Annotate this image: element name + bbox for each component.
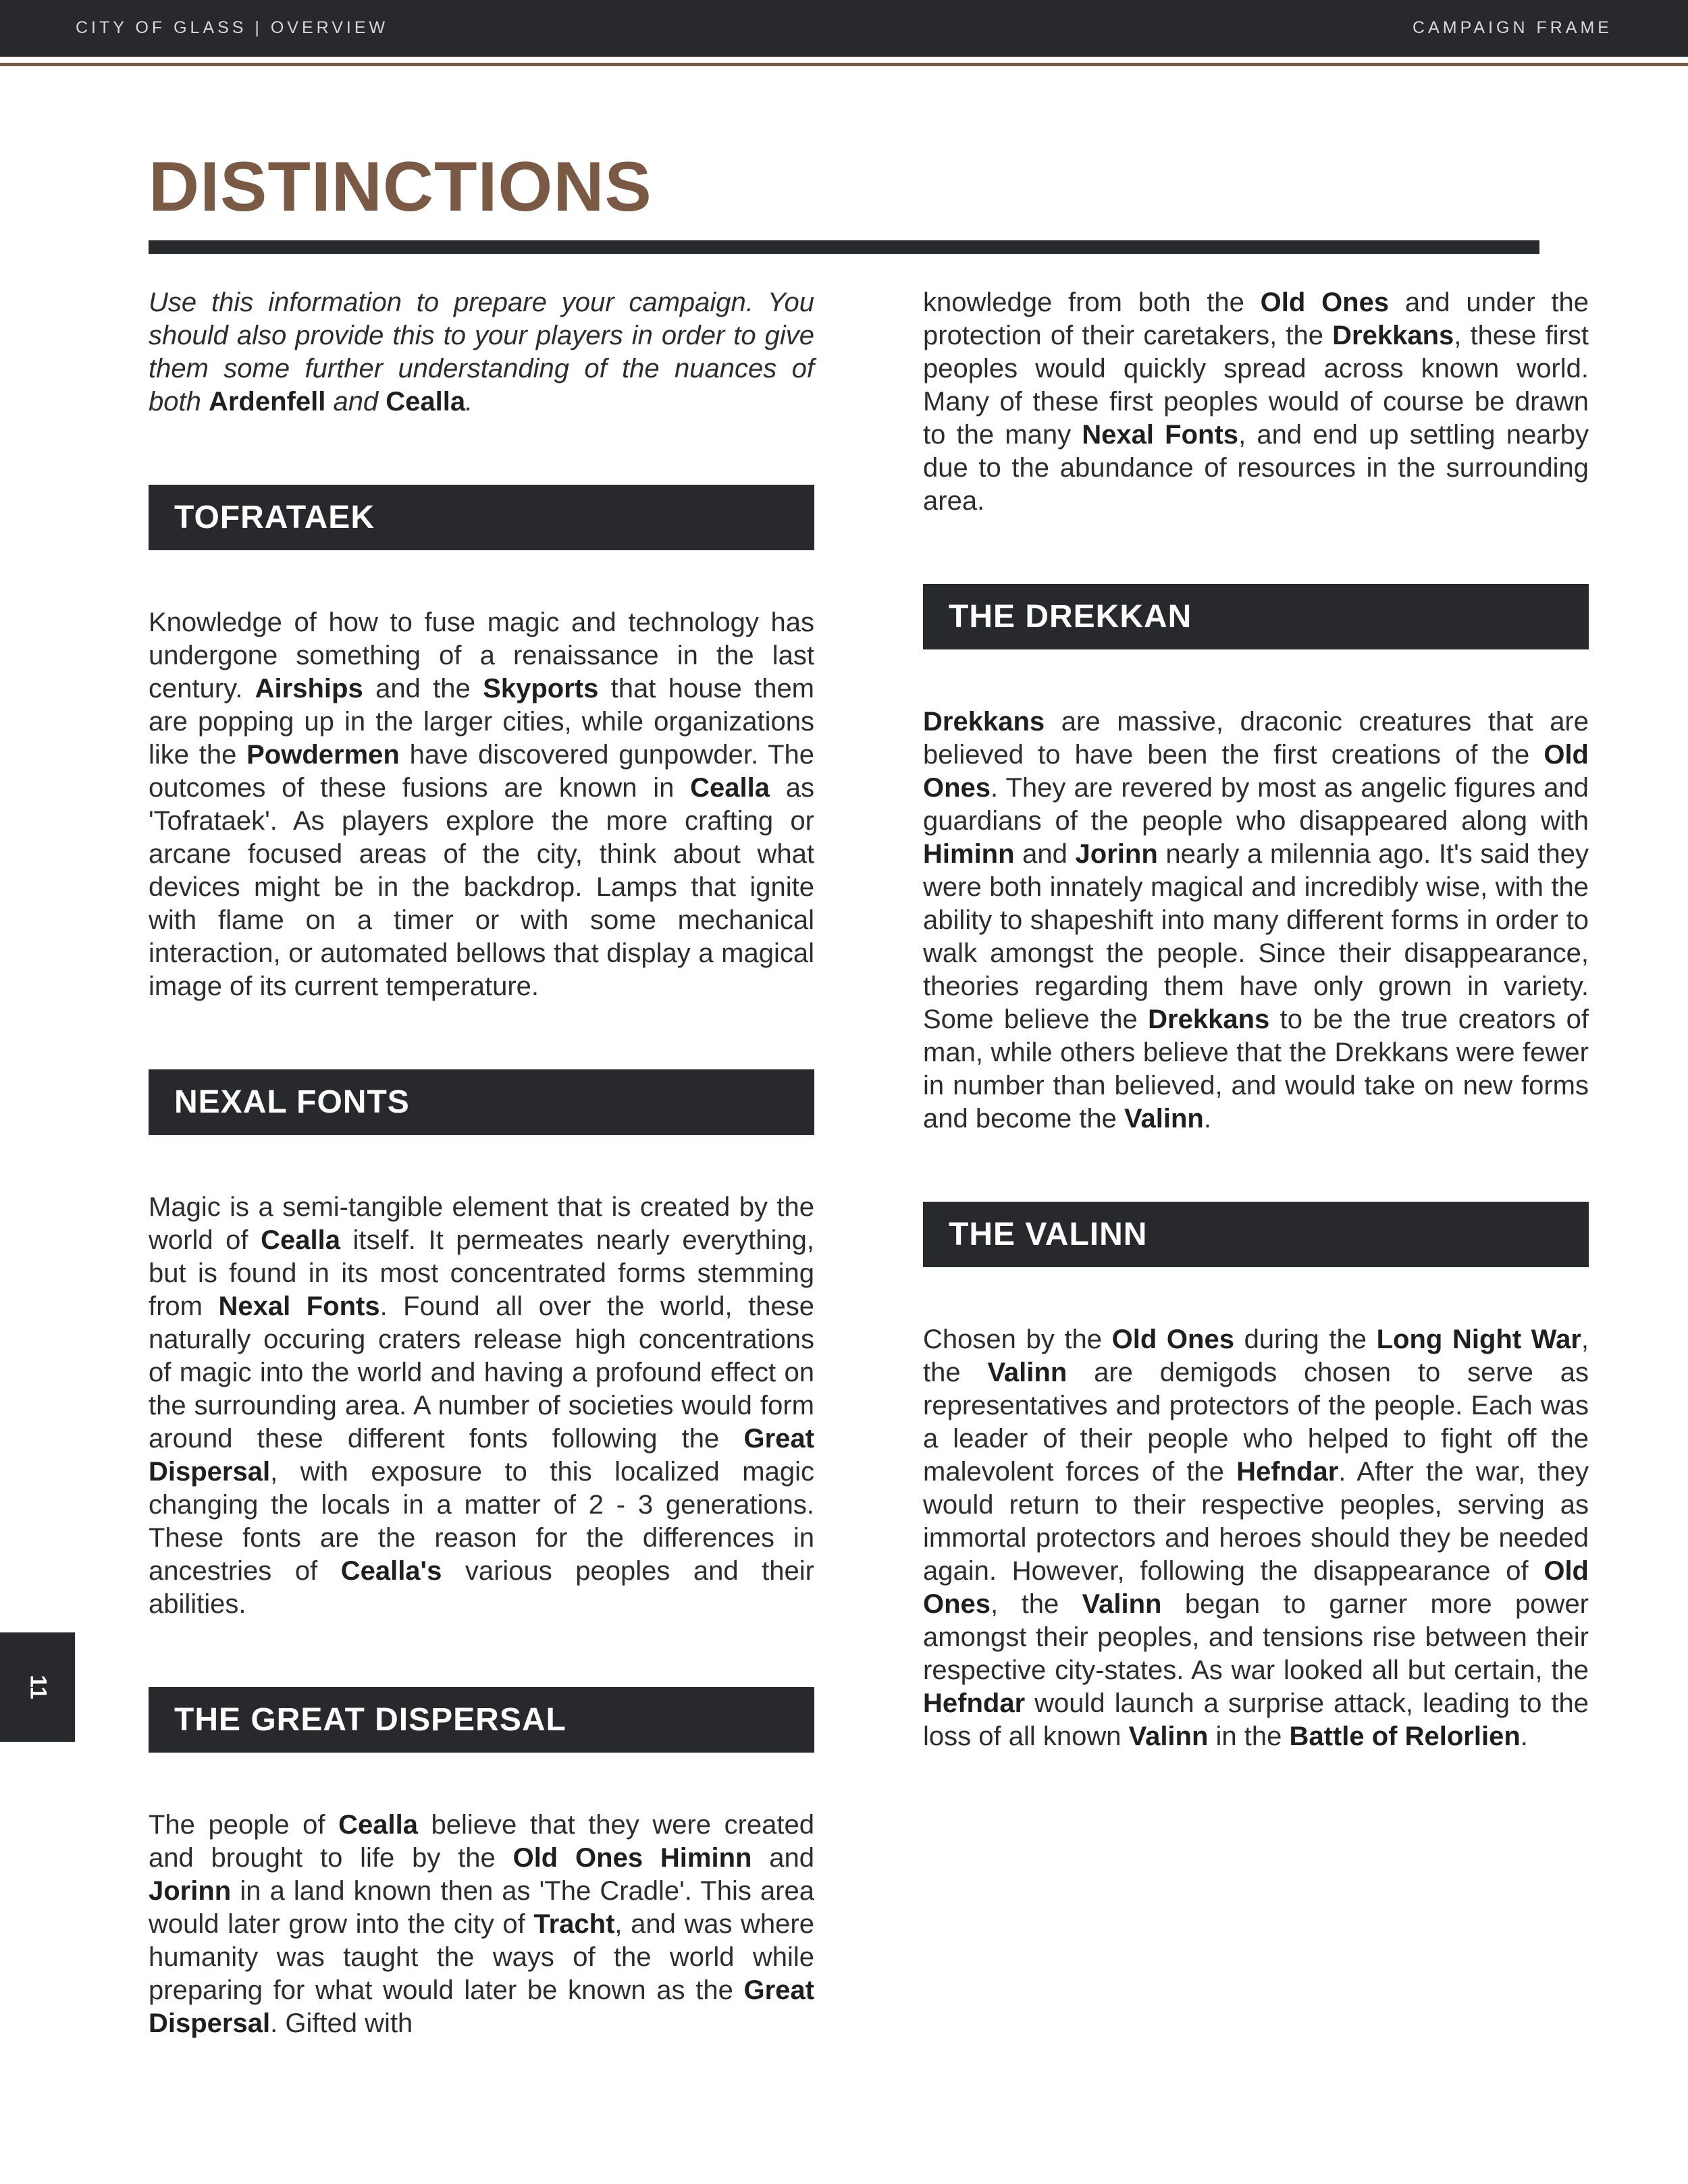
running-header-bar (0, 0, 1688, 57)
section-body-great-dispersal-continued (923, 286, 1589, 518)
bold-term: Jorinn (149, 1876, 232, 1906)
left-column (149, 286, 814, 2040)
bold-term: Old Ones Himinn (512, 1843, 752, 1873)
text-run: The people of (149, 1810, 339, 1840)
bold-term: Skyports (483, 674, 599, 703)
text-run: nearly a milennia ago. It's said they were both innately magical and incredibly wise, with the ability to shapeshift into many different forms in order to walk amongst the people. Since their disappearance, theories regarding them have only grown in variety. Some believe the (923, 839, 1589, 1034)
text-run: itself. It permeates nearly everything, but is found in its most concentrated forms stemming from (149, 1225, 814, 1321)
running-header-right: CAMPAIGN FRAME (1413, 18, 1612, 37)
bold-term: Valinn (1124, 1104, 1204, 1134)
bold-term: Drekkans (1148, 1005, 1270, 1034)
right-column (923, 286, 1589, 1753)
text-run: , with exposure to this localized magic changing the locals in a matter of 2 - 3 generations. These fonts are the reason for the differences in ancestries of (149, 1457, 814, 1586)
page-title: DISTINCTIONS (149, 148, 652, 226)
bold-term: Nexal Fonts (218, 1291, 380, 1321)
section-body-drekkan (923, 705, 1589, 1136)
text-run: are massive, draconic creatures that are believed to have been the first creations of the (923, 707, 1589, 770)
text-run: , and end up settling nearby due to the abundance of resources in the surrounding area. (923, 420, 1589, 516)
text-run: . Gifted with (270, 2008, 413, 2038)
text-run: would launch a surprise attack, leading to the loss of all known (923, 1688, 1589, 1751)
text-run: are demigods chosen to serve as representatives and protectors of the people. Each was a leader of their people who helped to fight off the malevolent forces of the (923, 1358, 1589, 1487)
text-run: to be the true creators of man, while others believe that the Drekkans were fewer in number than believed, and would take on new forms and become the (923, 1005, 1589, 1134)
bold-term: Cealla's (340, 1556, 442, 1586)
section-heading-tofrataek: TOFRATAEK (149, 485, 814, 550)
text-run: during the (1234, 1325, 1377, 1354)
header-accent-rule (0, 63, 1688, 66)
section-heading-drekkan: THE DREKKAN (923, 584, 1589, 649)
bold-term: Battle of Relorlien (1289, 1722, 1521, 1751)
text-run: in the (1208, 1722, 1290, 1751)
section-body-valinn (923, 1323, 1589, 1753)
running-header-left: CITY OF GLASS | OVERVIEW (76, 18, 389, 37)
text-run: , these first peoples would quickly spread across known world. Many of these first peoples would of course be drawn to the many (923, 321, 1589, 450)
bold-term: Nexal Fonts (1082, 420, 1239, 450)
text-run: various peoples and their abilities. (149, 1556, 814, 1619)
bold-term: Himinn (923, 839, 1015, 869)
bold-term: Cealla (338, 1810, 418, 1840)
text-run: as 'Tofrataek'. As players explore the more crafting or arcane focused areas of the city, think about what devices might be in the backdrop. Lamps that ignite with flame on a timer or with some mechanical interaction, or automated bellows that display a magical image of its current temperature. (149, 773, 815, 1001)
bold-term: Long Night War (1376, 1325, 1581, 1354)
section-heading-valinn: THE VALINN (923, 1202, 1589, 1267)
bold-term: Old Ones (1111, 1325, 1234, 1354)
text-run: have discovered gunpowder. The outcomes of these fusions are known in (149, 740, 814, 803)
text-run: . After the war, they would return to their respective peoples, serving as immortal protectors and heroes should they be needed again. However, following the disappearance of (923, 1457, 1589, 1586)
text-run: began to garner more power amongst their peoples, and tensions rise between their respective city-states. As war looked all but certain, the (923, 1589, 1589, 1685)
text-run: knowledge from both the (923, 288, 1261, 317)
bold-term: Old Ones (923, 740, 1589, 803)
text-run: and the (363, 674, 483, 703)
text-run: . (1520, 1722, 1528, 1751)
text-run: and (325, 387, 386, 417)
bold-term: Ardenfell (208, 387, 326, 417)
text-run: . They are revered by most as angelic figures and guardians of the people who disappeared along with (923, 773, 1589, 836)
bold-term: Valinn (1128, 1722, 1209, 1751)
bold-term: Cealla (386, 387, 466, 417)
bold-term: Cealla (261, 1225, 340, 1255)
text-run: and (751, 1843, 814, 1873)
text-run: and (1014, 839, 1076, 869)
bold-term: Drekkans (1332, 321, 1454, 350)
text-run: , the (991, 1589, 1082, 1619)
bold-term: Valinn (1082, 1589, 1162, 1619)
bold-term: Drekkans (923, 707, 1045, 737)
section-heading-great-dispersal: THE GREAT DISPERSAL (149, 1687, 814, 1753)
bold-term: Old Ones (923, 1556, 1589, 1619)
text-run: , the (923, 1325, 1589, 1387)
text-run: . Found all over the world, these naturally occuring craters release high concentrations of magic into the world and having a profound effect on the surrounding area. A number of societies would form around these different fonts following the (149, 1291, 814, 1454)
text-run: . (1203, 1104, 1211, 1134)
text-run: Use this information to prepare your campaign. You should also provide this to your players in order to give them some further understanding of the nuances of both (149, 288, 814, 417)
title-rule (149, 240, 1539, 254)
page-number-tab (0, 1632, 75, 1742)
bold-term: Hefndar (1236, 1457, 1339, 1487)
section-body-great-dispersal (149, 1809, 814, 2040)
text-run: Magic is a semi-tangible element that is created by the world of (149, 1192, 814, 1255)
text-run: in a land known then as 'The Cradle'. This area would later grow into the city of (149, 1876, 814, 1939)
bold-term: Tracht (533, 1909, 615, 1939)
bold-term: Jorinn (1075, 839, 1158, 869)
text-run: Knowledge of how to fuse magic and technology has undergone something of a renaissance in the last century. (149, 608, 814, 703)
section-body-tofrataek (149, 606, 814, 1003)
text-run: . (465, 387, 473, 417)
text-run: Chosen by the (923, 1325, 1112, 1354)
bold-term: Great Dispersal (149, 1424, 814, 1487)
page-number: 11 (25, 1675, 51, 1699)
bold-term: Airships (255, 674, 363, 703)
text-run: believe that they were created and brought to life by the (149, 1810, 814, 1873)
text-run: and under the protection of their caretakers, the (923, 288, 1589, 350)
bold-term: Old Ones (1260, 288, 1390, 317)
section-body-nexal-fonts (149, 1191, 814, 1621)
bold-term: Powdermen (246, 740, 400, 770)
bold-term: Great Dispersal (149, 1975, 814, 2038)
text-run: , and was where humanity was taught the ways of the world while preparing for what would later be known as the (149, 1909, 814, 2005)
bold-term: Valinn (987, 1358, 1067, 1387)
bold-term: Hefndar (923, 1688, 1026, 1718)
section-heading-nexal-fonts: NEXAL FONTS (149, 1069, 814, 1135)
bold-term: Cealla (690, 773, 770, 803)
intro-paragraph (149, 286, 814, 419)
text-run: that house them are popping up in the larger cities, while organizations like the (149, 674, 815, 770)
